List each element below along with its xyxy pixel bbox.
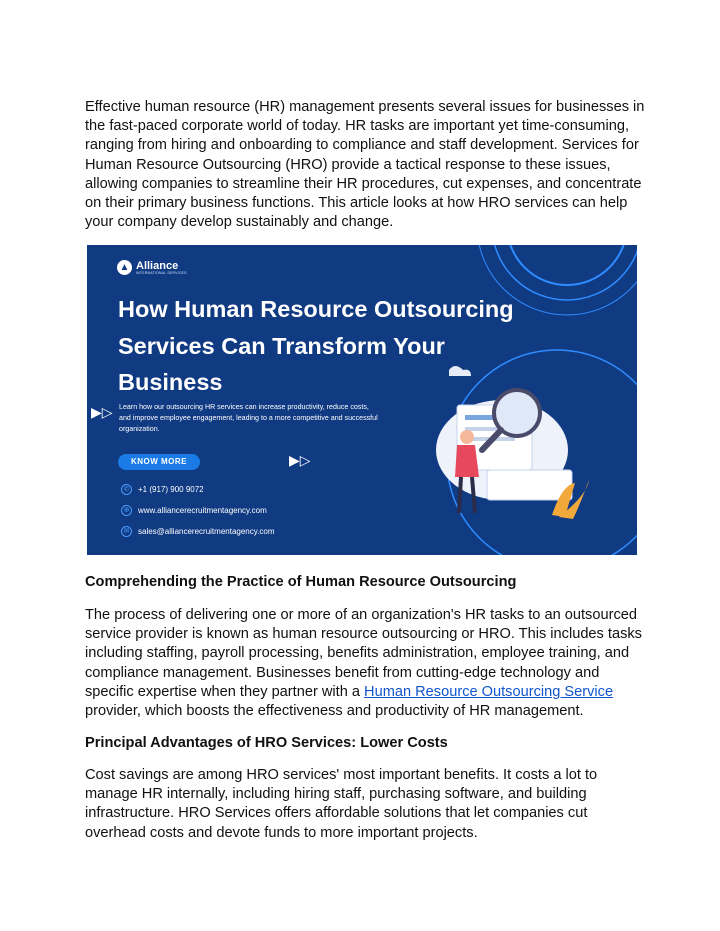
banner-title: How Human Resource Outsourcing Services Can Transform Your Business [118, 296, 514, 395]
logo-subtitle: INTERNATIONAL SERVICES [136, 270, 187, 275]
phone-text: +1 (917) 900 9072 [138, 485, 204, 494]
contact-website [121, 505, 267, 516]
email-text: sales@alliancerecruitmentagency.com [138, 527, 275, 536]
hero-banner-image [87, 245, 637, 555]
section-paragraph [85, 606, 645, 721]
section-heading: Comprehending the Practice of Human Resource Outsourcing [85, 574, 517, 590]
play-arrow-icon: ▶▷ [289, 452, 311, 468]
banner-description: Learn how our outsourcing HR services can increase productivity, reduce costs, and improve employee engagement, leading to a more competitive and successful organization. [119, 403, 378, 434]
section-paragraph: Cost savings are among HRO services' most important benefits. It costs a lot to manage HR internally, including hiring staff, purchasing software, and building infrastructure. HRO Services offers affordable solutions that let companies cut overhead costs and devote funds to more important projects. [85, 767, 598, 841]
alliance-logo [117, 260, 187, 275]
contact-phone [121, 484, 204, 495]
globe-icon: ⊕ [121, 505, 132, 516]
contact-email [121, 526, 274, 537]
website-text: www.alliancerecruitmentagency.com [138, 506, 267, 515]
email-icon: ✉ [121, 526, 132, 537]
paragraph-text: provider, which boosts the effectiveness and productivity of HR management. [85, 703, 584, 720]
intro-paragraph: Effective human resource (HR) management presents several issues for businesses in the fast-paced corporate world of today. HR tasks are important yet time-consuming, ranging from hiring and onboarding to compliance and staff development. Services for Human Resource Outsourcing (HRO) provide a tactical response to these issues, allowing companies to streamline their HR procedures, cut expenses, and concentrate on their primary business functions. This article looks at how HRO services can help your company develop sustainably and change. [85, 99, 645, 231]
play-arrow-icon: ▶▷ [91, 404, 113, 420]
know-more-button[interactable]: KNOW MORE [118, 454, 200, 470]
logo-icon: ▲ [117, 260, 132, 275]
phone-icon: ✆ [121, 484, 132, 495]
logo-name: Alliance [136, 259, 179, 272]
hro-service-link[interactable]: Human Resource Outsourcing Service [364, 683, 614, 700]
section-heading: Principal Advantages of HRO Services: Lower Costs [85, 735, 448, 751]
paragraph-text: The process of delivering one or more of an organization's HR tasks to an outsourced service provider is known as human resource outsourcing or HRO. This includes tasks including staffing, payroll processing, benefits administration, employee training, and compliance management. Businesses benefit from cutting-edge technology and specific expertise when they partner with a [85, 607, 642, 700]
